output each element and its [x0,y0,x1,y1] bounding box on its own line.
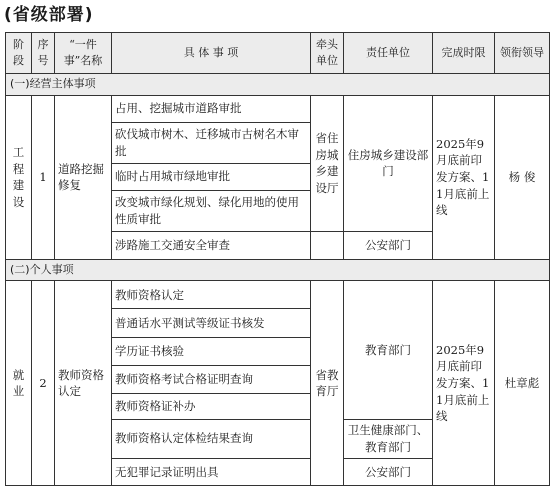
col-seq: 序号 [32,33,55,74]
stage-cell: 工程建设 [6,95,32,259]
section-title: (一)经营主体事项 [6,74,550,96]
event-name-cell: 教师资格认定 [55,281,112,486]
deadline-cell: 2025年9月底前印发方案、11月底前上线 [433,95,495,259]
item-cell: 教师资格考试合格证明查询 [112,365,311,393]
col-leader: 领衔领导 [495,33,550,74]
item-cell: 教师资格认定 [112,281,311,309]
item-cell: 普通话水平测试等级证书核发 [112,309,311,337]
lead-unit-cell: 省教育厅 [311,281,344,486]
header-row [6,33,550,74]
table-row [6,95,550,122]
item-cell: 砍伐城市树木、迁移城市古树名木审批 [112,122,311,163]
responsible-cell: 卫生健康部门、教育部门 [344,419,433,458]
col-lead-unit: 牵头单位 [311,33,344,74]
event-name-cell: 道路挖掘修复 [55,95,112,259]
col-specifics: 具 体 事 项 [112,33,311,74]
seq-cell: 1 [32,95,55,259]
item-cell: 无犯罪记录证明出具 [112,458,311,485]
section-row [6,74,550,96]
item-cell: 涉路施工交通安全审查 [112,231,311,259]
seq-cell: 2 [32,281,55,486]
col-responsible: 责任单位 [344,33,433,74]
col-deadline: 完成时限 [433,33,495,74]
page-title: (省级部署) [4,5,94,25]
item-cell: 改变城市绿化规划、绿化用地的使用性质审批 [112,190,311,231]
item-cell: 占用、挖掘城市道路审批 [112,95,311,122]
col-event-name: “一件事”名称 [55,33,112,74]
table-row [6,281,550,309]
col-stage: 阶段 [6,33,32,74]
section-row [6,259,550,281]
item-cell: 教师资格证补办 [112,393,311,419]
deadline-cell: 2025年9月底前印发方案、11月底前上线 [433,281,495,486]
responsible-cell: 公安部门 [344,231,433,259]
lead-unit-blank [311,231,344,259]
item-cell: 学历证书核验 [112,337,311,365]
item-cell: 临时占用城市绿地审批 [112,163,311,190]
leader-cell: 杜章彪 [495,281,550,486]
leader-cell: 杨 俊 [495,95,550,259]
item-cell: 教师资格认定体检结果查询 [112,419,311,458]
lead-unit-cell: 省住房城乡建设厅 [311,95,344,231]
section-title: (二)个人事项 [6,259,550,281]
stage-cell: 就业 [6,281,32,486]
responsible-cell: 公安部门 [344,458,433,485]
responsible-cell: 教育部门 [344,281,433,419]
deployment-table [5,32,550,486]
responsible-cell: 住房城乡建设部门 [344,95,433,231]
